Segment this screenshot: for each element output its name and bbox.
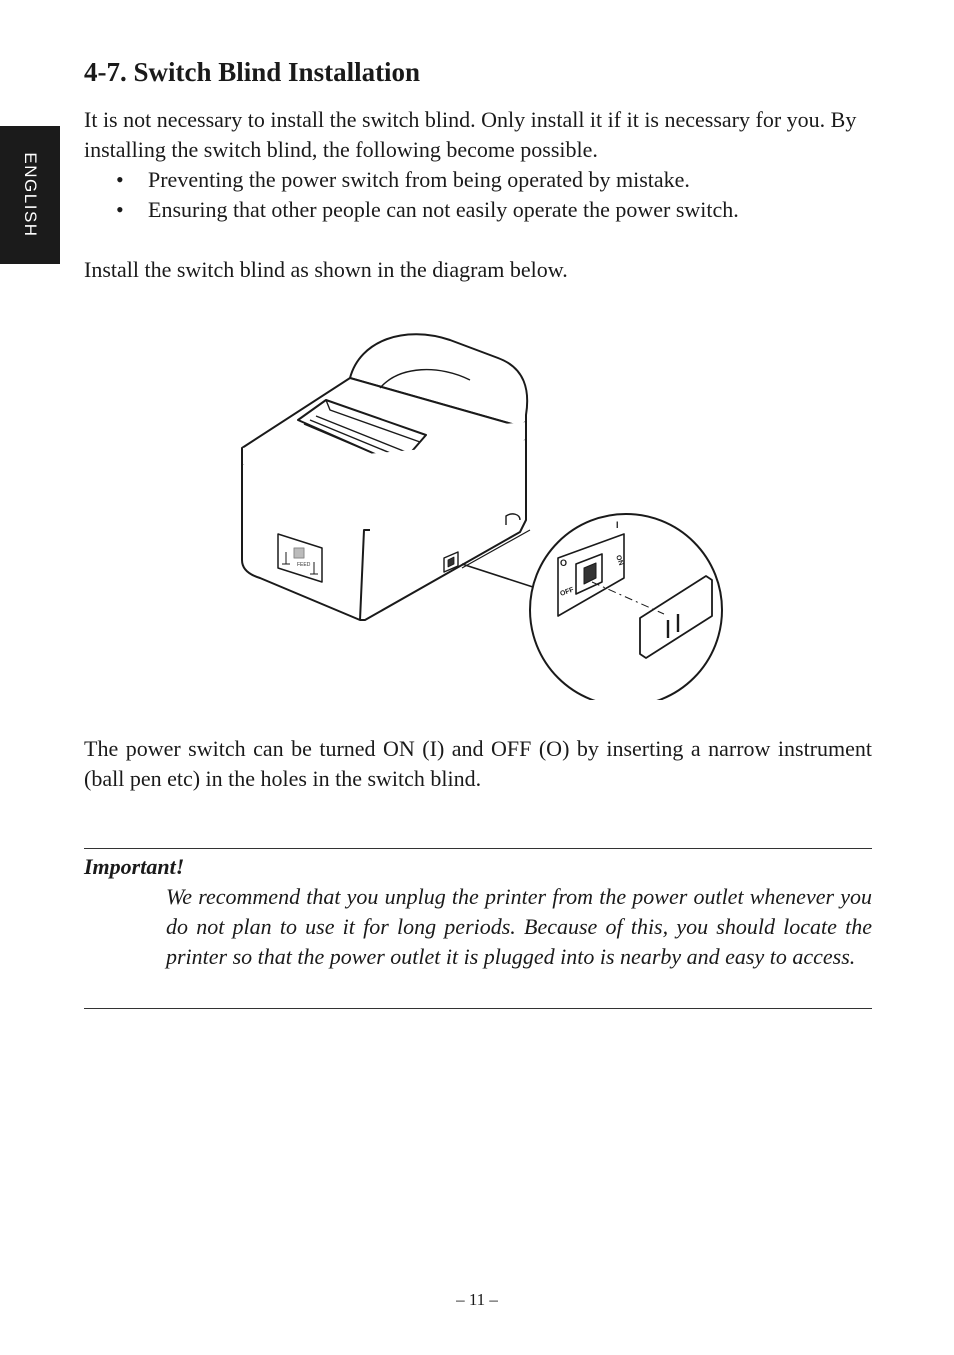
- page-number: – 11 –: [456, 1290, 498, 1309]
- section-heading: 4-7. Switch Blind Installation: [84, 57, 421, 87]
- list-item: [84, 165, 872, 195]
- divider-bottom: [84, 1008, 872, 1009]
- off-mark: O: [560, 558, 568, 568]
- on-label: ON: [614, 554, 625, 567]
- list-item: [84, 195, 872, 225]
- on-mark: I: [616, 520, 619, 530]
- language-tab: [0, 126, 60, 264]
- printer-illustration: [230, 320, 750, 700]
- important-label: Important!: [84, 854, 185, 879]
- list-item-text: Ensuring that other people can not easily operate the power switch.: [148, 197, 739, 222]
- benefit-list: [84, 165, 872, 225]
- bullet-icon: •: [116, 197, 124, 222]
- off-label: OFF: [559, 586, 575, 598]
- divider-top: [84, 848, 872, 849]
- operation-note: The power switch can be turned ON (I) and OFF (O) by inserting a narrow instrument (ball pen etc) in the holes in the switch blind.: [84, 736, 872, 791]
- bullet-icon: •: [116, 167, 124, 192]
- installation-diagram: [230, 320, 750, 705]
- feed-label: FEED: [297, 562, 311, 568]
- install-note: Install the switch blind as shown in the diagram below.: [84, 257, 568, 282]
- language-tab-label: ENGLISH: [21, 152, 40, 238]
- list-item-text: Preventing the power switch from being operated by mistake.: [148, 167, 690, 192]
- important-text: We recommend that you unplug the printer from the power outlet whenever you do not plan to use it for long periods. Because of this, you should locate the printer so that the power outlet it is plugged into is nearby and easy to access.: [166, 884, 872, 969]
- intro-paragraph: It is not necessary to install the switch blind. Only install it if it is necessary for you. By installing the switch blind, the following become possible.: [84, 107, 857, 162]
